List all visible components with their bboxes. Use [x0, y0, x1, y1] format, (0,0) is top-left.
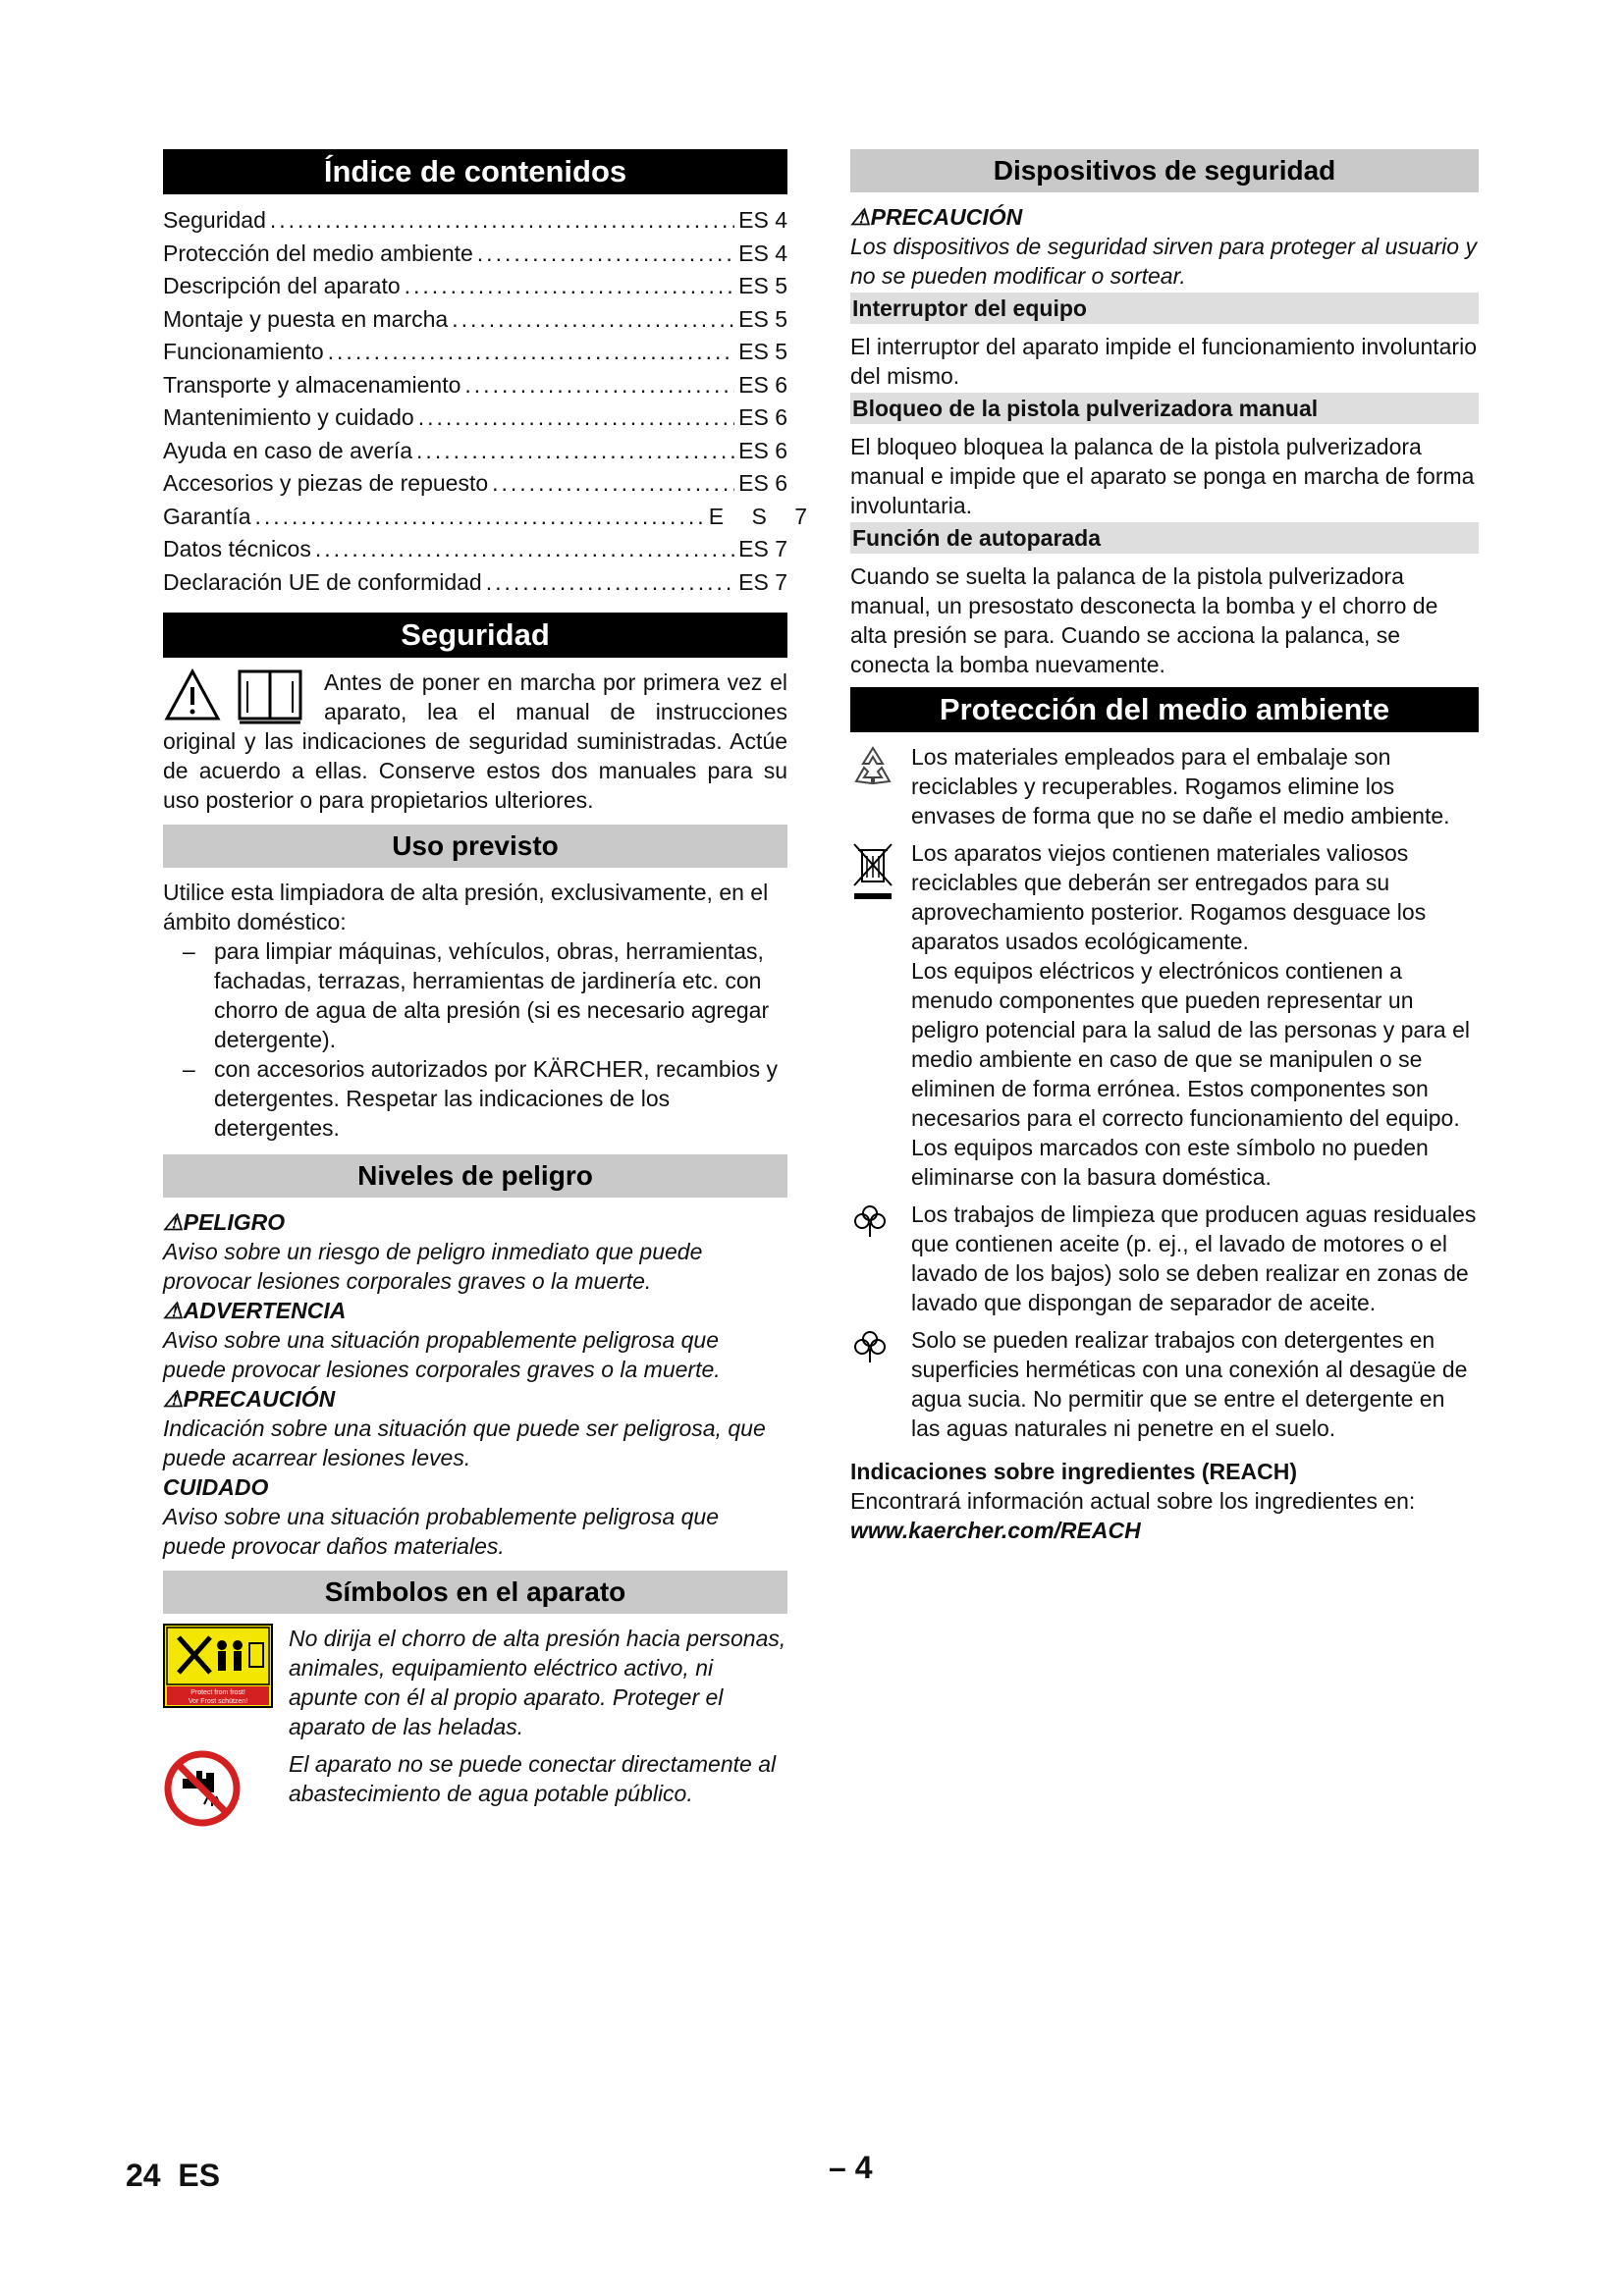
list-item: – con accesorios autorizados por KÄRCHER, recambios y detergentes. Respetar las indicaciones de los detergentes. [163, 1054, 787, 1143]
caution-label: ⚠PRECAUCIÓN [850, 204, 1023, 230]
sticker-text: Vor Frost schützen! [188, 1698, 248, 1705]
section-page-number: – 4 [829, 2150, 873, 2185]
oil-text: Los trabajos de limpieza que producen aguas residuales que contienen aceite (p. ej., el lavado de motores o el lavado de los bajos) solo se deben realizar en zonas de lavado que dispongan de separador de aceite. [911, 1201, 1477, 1315]
toc-item[interactable]: Funcionamiento ..... ES 5 [163, 336, 787, 369]
table-of-contents [163, 204, 807, 599]
safety-devices-heading: Dispositivos de seguridad [850, 149, 1479, 192]
page-footer [126, 2158, 220, 2194]
toc-item[interactable]: Transporte y almacenamiento ..... ES 6 [163, 369, 787, 402]
danger-label: ⚠PELIGRO [163, 1209, 286, 1235]
detergent-text: Solo se pueden realizar trabajos con detergentes en superficies herméticas con una conexión al desagüe de agua sucia. No permitir que se entre el detergente en las aguas naturales ni penetre en el suelo. [911, 1327, 1468, 1441]
caution-text: Los dispositivos de seguridad sirven para proteger al usuario y no se pueden modificar o sortear. [850, 234, 1477, 289]
warning-text: Aviso sobre una situación propablemente peligrosa que puede provocar lesiones corporales graves o la muerte. [163, 1327, 721, 1382]
right-column [850, 149, 1479, 1545]
toc-item[interactable]: Accesorios y piezas de repuesto ..... ES 6 [163, 467, 787, 501]
sticker-text: Protect from frost! [190, 1689, 245, 1696]
manual-book-icon [236, 667, 304, 724]
auto-stop-heading: Función de autoparada [850, 522, 1479, 554]
toc-item[interactable]: Declaración UE de conformidad ..... ES 7 [163, 566, 787, 600]
symbol-row [163, 1624, 787, 1741]
danger-text: Aviso sobre un riesgo de peligro inmediato que puede provocar lesiones corporales graves o la muerte. [163, 1239, 703, 1294]
warning-triangle-icon: ⚠ [163, 1298, 184, 1323]
toc-item[interactable]: Ayuda en caso de avería ..... ES 6 [163, 435, 787, 468]
intended-use-intro: Utilice esta limpiadora de alta presión, exclusivamente, en el ámbito doméstico: [163, 880, 769, 934]
notice-label: CUIDADO [163, 1474, 269, 1500]
safety-icons [163, 667, 316, 724]
environment-tree-icon [850, 1200, 911, 1317]
list-item: – para limpiar máquinas, vehículos, obras, herramientas, fachadas, terrazas, herramientas de jardinería etc. con chorro de agua de alta presión (si es necesario agregar detergente). [163, 936, 787, 1054]
language-code: ES [178, 2158, 221, 2193]
environment-heading: Protección del medio ambiente [850, 687, 1479, 732]
crossed-out-bin-icon [850, 838, 911, 1192]
environment-oil [850, 1200, 1479, 1317]
device-switch-text: El interruptor del aparato impide el funcionamiento involuntario del mismo. [850, 334, 1477, 389]
device-switch-heading: Interruptor del equipo [850, 293, 1479, 324]
auto-stop-text: Cuando se suelta la palanca de la pistola pulverizadora manual, un presostato desconecta la bomba y el chorro de alta presión se para. Cuando se acciona la palanca, se conecta la bomba nuevamente. [850, 563, 1438, 677]
no-drinking-water-connection-icon [163, 1749, 289, 1833]
page-number: 24 [126, 2158, 161, 2193]
caution-text: Indicación sobre una situación que puede ser peligrosa, que puede acarrear lesiones leves. [163, 1415, 766, 1470]
toc-item[interactable]: Seguridad ..... ES 4 [163, 204, 787, 238]
warning-label: ⚠ADVERTENCIA [163, 1298, 347, 1323]
recycling-icon [850, 742, 911, 830]
intended-use-heading: Uso previsto [163, 825, 787, 868]
toc-item[interactable]: Datos técnicos ..... ES 7 [163, 533, 787, 566]
symbol-text: El aparato no se puede conectar directamente al abastecimiento de agua potable público. [289, 1751, 777, 1806]
toc-item[interactable]: Protección del medio ambiente ..... ES 4 [163, 238, 787, 271]
weee-text-2: Los equipos eléctricos y electrónicos contienen a menudo componentes que pueden representar un peligro potencial para la salud de las personas y para el medio ambiente en caso de que se manipulen o se eliminen de forma errónea. Estos componentes son necesarios para el correcto funcionamiento del equipo. Los equipos marcados con este símbolo no pueden eliminarse con la basura doméstica. [911, 958, 1470, 1190]
warning-triangle-icon: ⚠ [850, 204, 871, 230]
safety-intro-block [163, 667, 787, 815]
weee-text: Los aparatos viejos contienen materiales valiosos reciclables que deberán ser entregados para su aprovechamiento posterior. Rogamos desguace los aparatos usados ecológicamente. [911, 840, 1427, 954]
toc-item[interactable]: Garantía ..... E S 7 [163, 501, 787, 534]
symbol-row [163, 1749, 787, 1833]
toc-item[interactable]: Mantenimiento y cuidado ..... ES 6 [163, 401, 787, 435]
symbol-text: No dirija el chorro de alta presión hacia personas, animales, equipamiento eléctrico activo, ni apunte con él al propio aparato. Proteger el aparato de las heladas. [289, 1626, 786, 1739]
safety-intro-text: Antes de poner en marcha por primera vez el aparato, lea el manual de instrucciones original y las indicaciones de seguridad suministradas. Actúe de acuerdo a ellas. Conserve estos dos manuales para su uso posterior o para propietarios ulteriores. [163, 669, 787, 813]
gun-lock-text: El bloqueo bloquea la palanca de la pistola pulverizadora manual e impide que el aparato se ponga en marcha de forma involuntaria. [850, 434, 1475, 518]
left-column [163, 149, 807, 1833]
notice-text: Aviso sobre una situación probablemente peligrosa que puede provocar daños materiales. [163, 1504, 720, 1559]
caution-label: ⚠PRECAUCIÓN [163, 1386, 336, 1412]
environment-weee [850, 838, 1479, 1192]
warning-triangle-icon: ⚠ [163, 1209, 184, 1235]
toc-item[interactable]: Montaje y puesta en marcha ..... ES 5 [163, 303, 787, 337]
gun-lock-heading: Bloqueo de la pistola pulverizadora manual [850, 393, 1479, 424]
toc-item[interactable]: Descripción del aparato ..... ES 5 [163, 270, 787, 303]
environment-packaging [850, 742, 1479, 830]
reach-link[interactable]: www.kaercher.com/REACH [850, 1518, 1141, 1543]
environment-tree-icon [850, 1325, 911, 1443]
symbols-heading: Símbolos en el aparato [163, 1571, 787, 1614]
toc-heading: Índice de contenidos [163, 149, 787, 194]
reach-text: Encontrará información actual sobre los ingredientes en: [850, 1488, 1416, 1514]
reach-heading: Indicaciones sobre ingredientes (REACH) [850, 1459, 1297, 1484]
packaging-text: Los materiales empleados para el embalaje son reciclables y recuperables. Rogamos elimine los envases de forma que no se dañe el medio ambiente. [911, 744, 1450, 828]
danger-levels-heading: Niveles de peligro [163, 1154, 787, 1198]
environment-detergent [850, 1325, 1479, 1443]
safety-heading: Seguridad [163, 613, 787, 658]
frost-sticker-icon [163, 1624, 289, 1741]
warning-triangle-icon: ⚠ [163, 1386, 184, 1412]
